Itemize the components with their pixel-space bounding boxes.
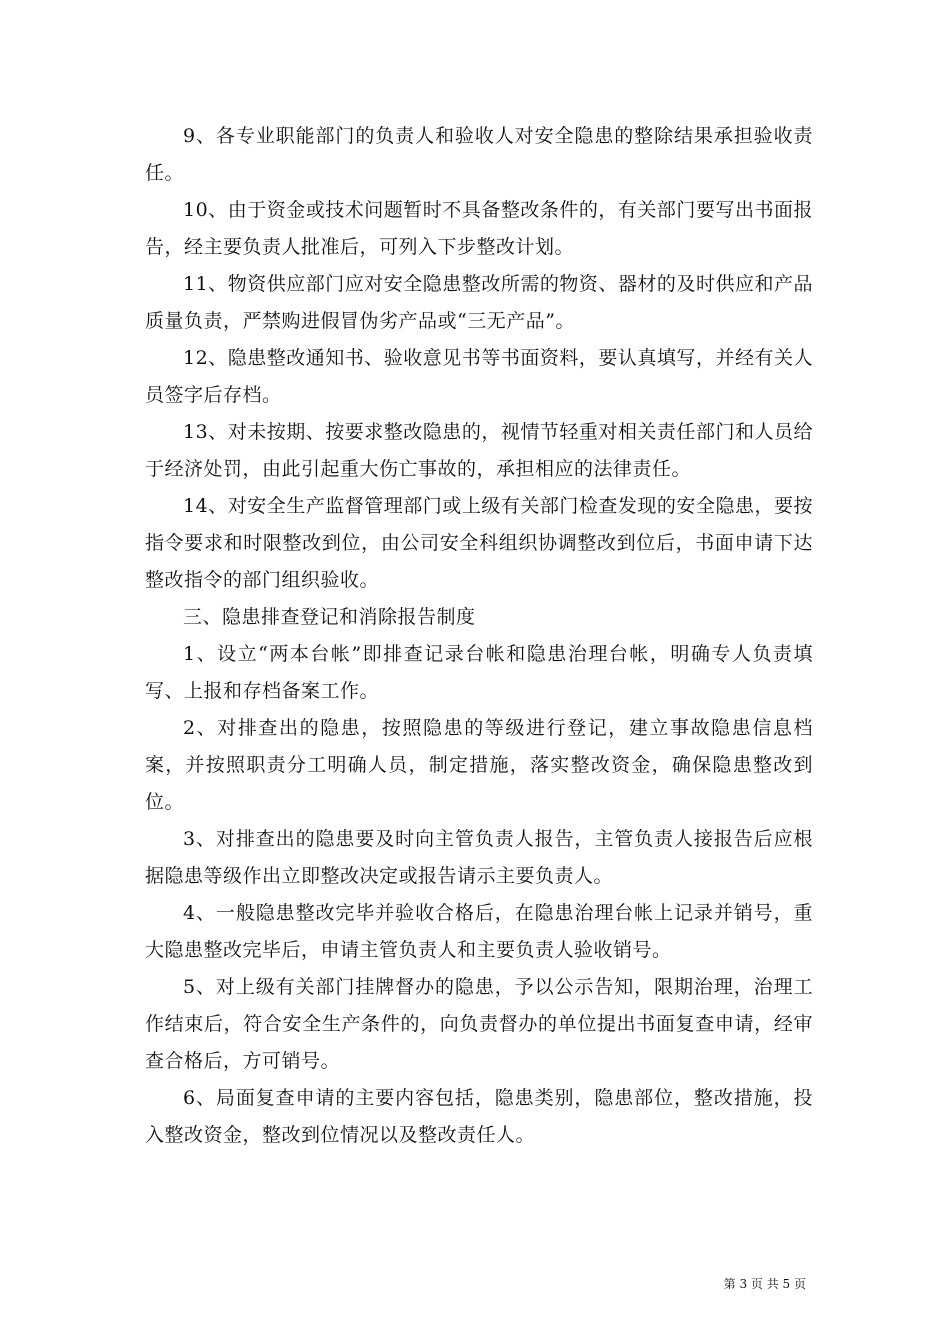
- paragraph-item-5: 5、对上级有关部门挂牌督办的隐患，予以公示告知，限期治理，治理工作结束后，符合安全生产条件的，向负责督办的单位提出书面复查申请，经审查合格后，方可销号。: [145, 976, 813, 1072]
- paragraph-item-4: 4、一般隐患整改完毕并验收合格后，在隐患治理台帐上记录并销号，重大隐患整改完毕后，申请主管负责人和主要负责人验收销号。: [145, 902, 813, 961]
- document-body: [145, 118, 813, 1154]
- paragraph-item-9: 9、各专业职能部门的负责人和验收人对安全隐患的整除结果承担验收责任。: [145, 125, 813, 184]
- paragraph-item-14: 14、对安全生产监督管理部门或上级有关部门检查发现的安全隐患，要按指令要求和时限整改到位，由公司安全科组织协调整改到位后，书面申请下达整改指令的部门组织验收。: [145, 495, 813, 591]
- paragraph-item-12: 12、隐患整改通知书、验收意见书等书面资料，要认真填写，并经有关人员签字后存档。: [145, 347, 813, 406]
- paragraph-item-3: 3、对排查出的隐患要及时向主管负责人报告，主管负责人接报告后应根据隐患等级作出立即整改决定或报告请示主要负责人。: [145, 828, 813, 887]
- paragraph-item-11: 11、物资供应部门应对安全隐患整改所需的物资、器材的及时供应和产品质量负责，严禁购进假冒伪劣产品或“三无产品”。: [145, 273, 813, 332]
- paragraph-item-2: 2、对排查出的隐患，按照隐患的等级进行登记，建立事故隐患信息档案，并按照职责分工明确人员，制定措施，落实整改资金，确保隐患整改到位。: [145, 717, 813, 813]
- page-number-footer: 第 3 页 共 5 页: [723, 1277, 806, 1291]
- paragraph-item-1: 1、设立“两本台帐”即排查记录台帐和隐患治理台帐，明确专人负责填写、上报和存档备案工作。: [145, 643, 813, 702]
- section-heading: 三、隐患排查登记和消除报告制度: [183, 606, 476, 628]
- paragraph-item-13: 13、对未按期、按要求整改隐患的，视情节轻重对相关责任部门和人员给于经济处罚，由此引起重大伤亡事故的，承担相应的法律责任。: [145, 421, 813, 480]
- paragraph-item-6: 6、局面复查申请的主要内容包括，隐患类别，隐患部位，整改措施，投入整改资金，整改到位情况以及整改责任人。: [145, 1087, 813, 1146]
- paragraph-item-10: 10、由于资金或技术问题暂时不具备整改条件的，有关部门要写出书面报告，经主要负责人批准后，可列入下步整改计划。: [145, 199, 813, 258]
